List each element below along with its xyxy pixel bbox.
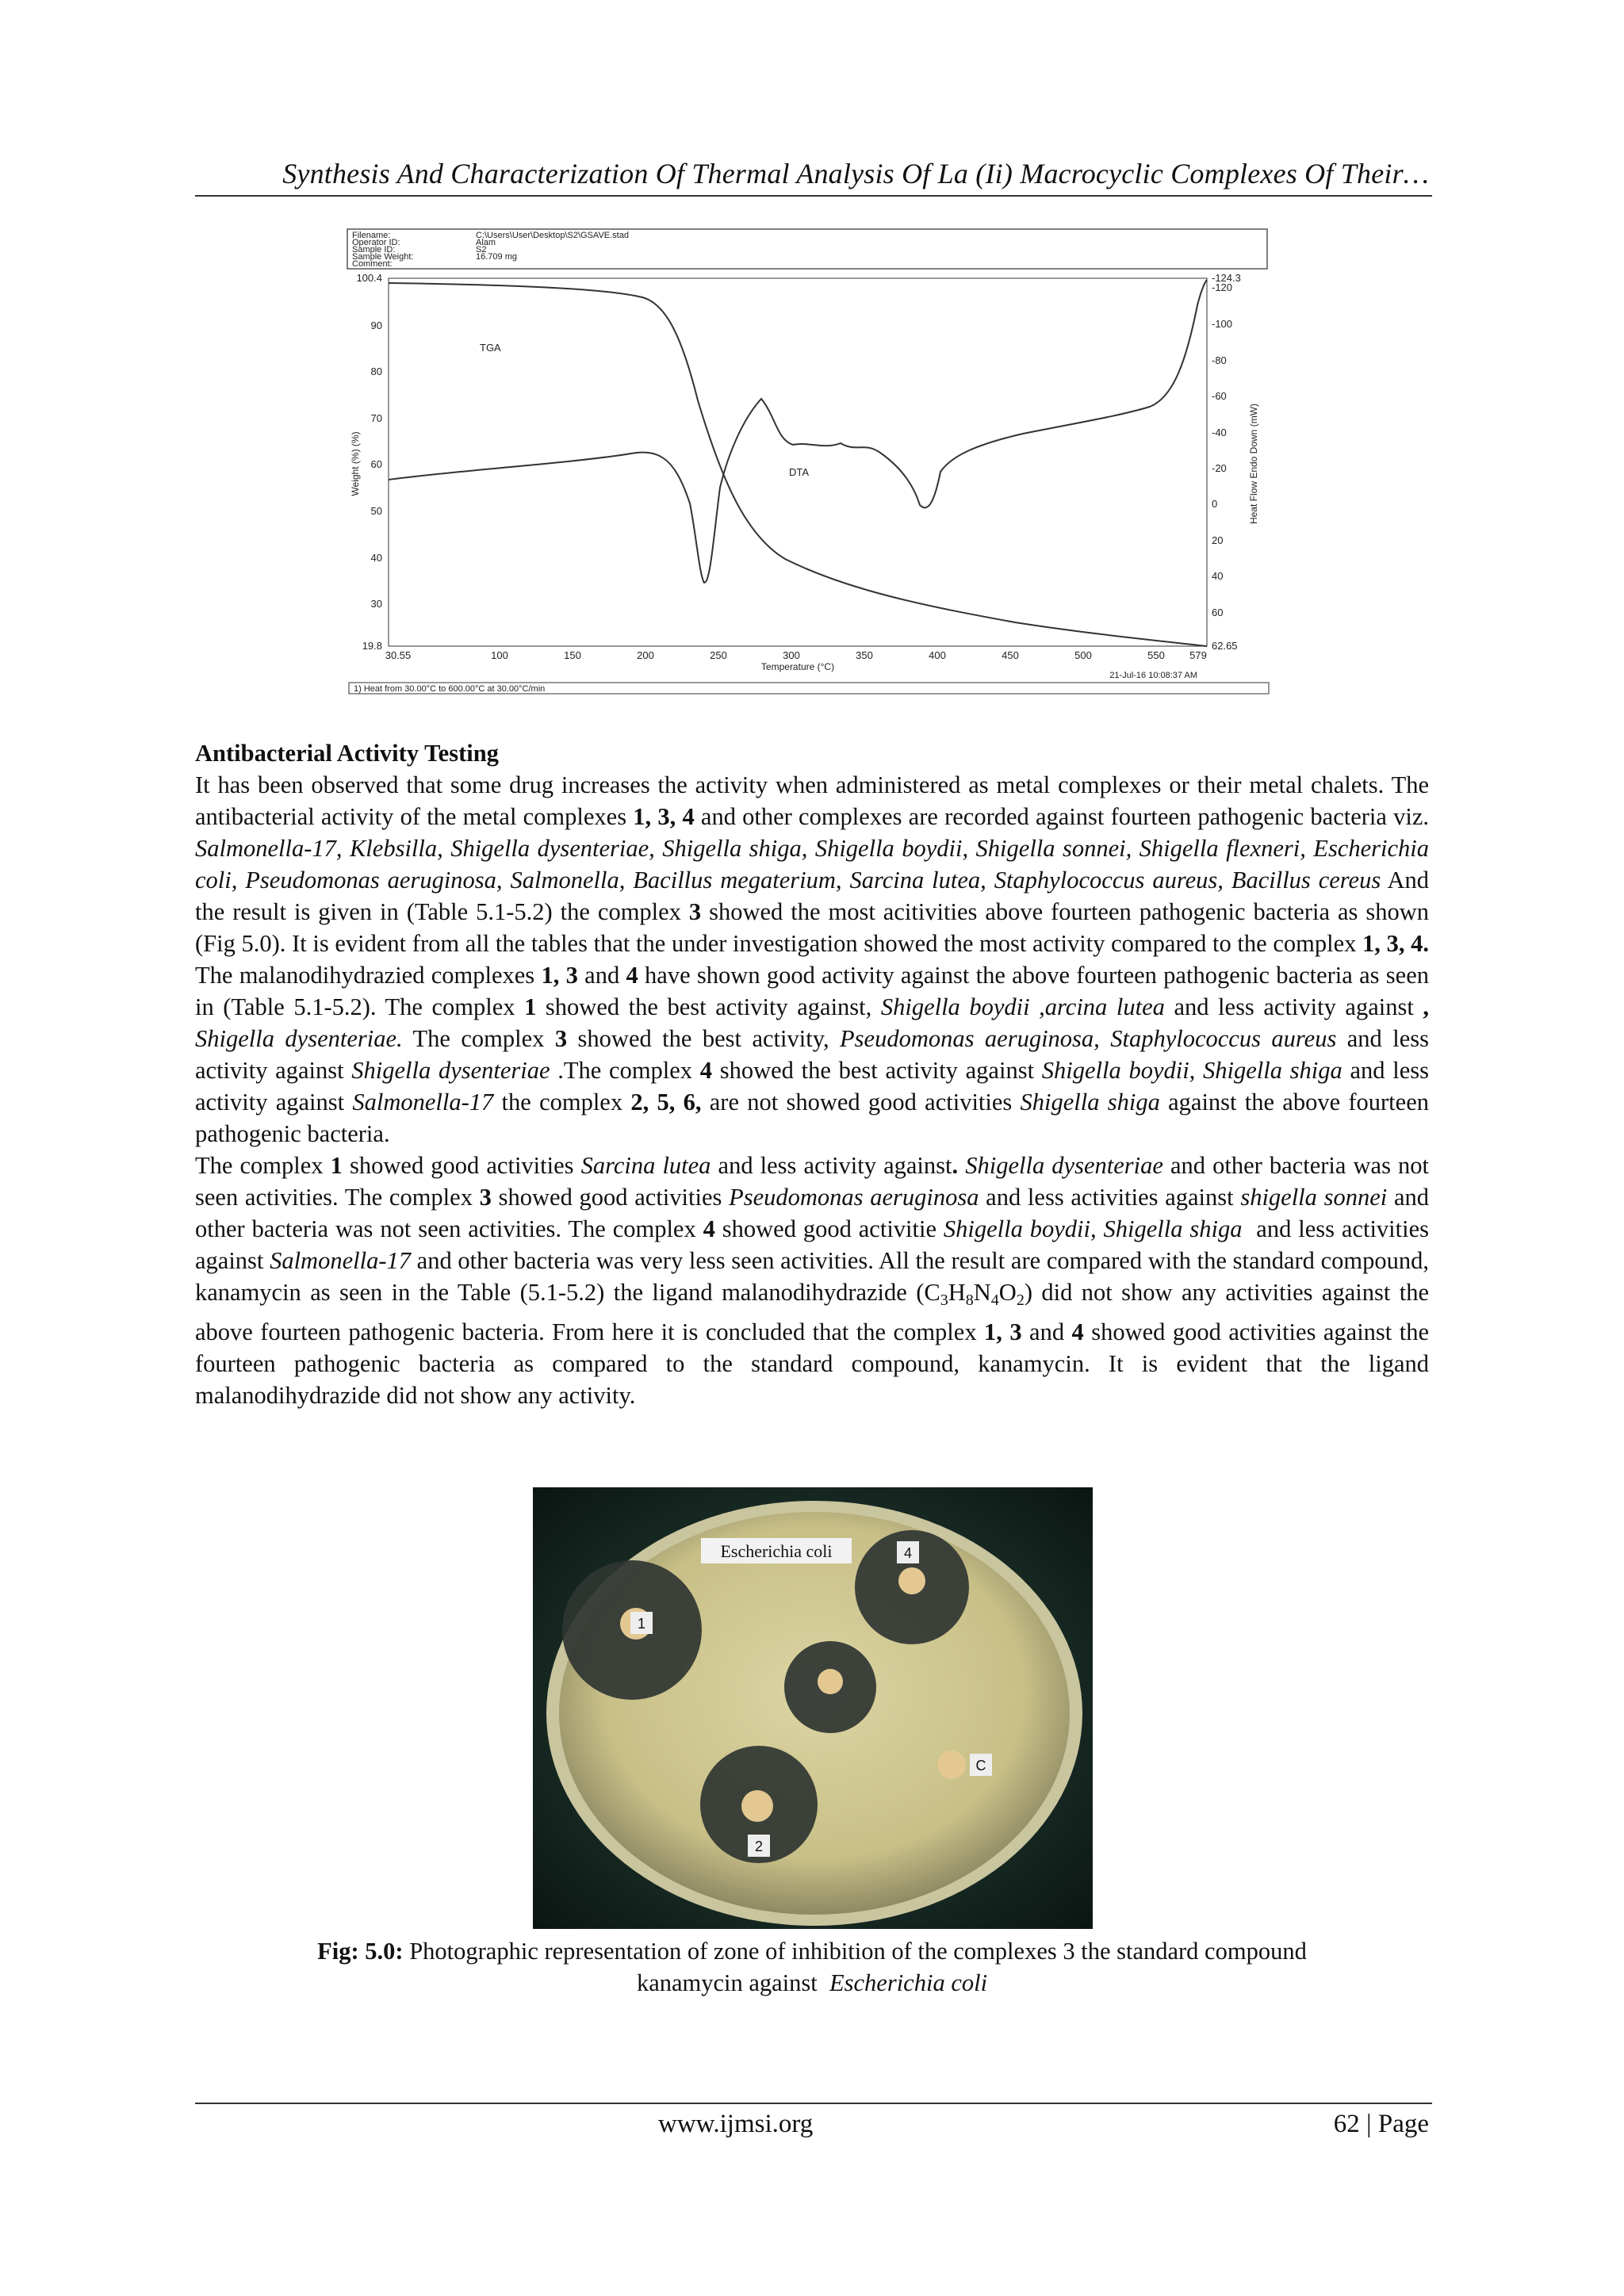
meta-label-1: Operator ID: [352,238,400,247]
body-text [195,737,1429,1411]
paragraph-1: It has been observed that some drug increases the activity when administered as metal complexes or their metal chalets. The antibacterial activity of the metal complexes 1, 3, 4 and other complexes are recorded against fourteen pathogenic bacteria viz. Salmonella-17, Klebsilla, Shigella dysenteriae, Shigella shiga, Shigella boydii, Shigella sonnei, Shigella flexneri, Escherichia coli, Pseudomonas aeruginosa, Salmonella, Bacillus megaterium, Sarcina lutea, Staphylococcus aureus, Bacillus cereus And the result is given in (Table 5.1-5.2) the complex 3 showed the most acitivities above fourteen pathogenic bacteria as shown (Fig 5.0). It is evident from all the tables that the under investigation showed the most activity compared to the complex 1, 3, 4. The malanodihydrazied complexes 1, 3 and 4 have shown good activity against the above fourteen pathogenic bacteria as seen in (Table 5.1-5.2). The complex 1 showed the best activity against, Shigella boydii ,arcina lutea and less activity against , Shigella dysenteriae. The complex 3 showed the best activity, Pseudomonas aeruginosa, Staphylococcus aureus and less activity against Shigella dysenteriae .The complex 4 showed the best activity against Shigella boydii, Shigella shiga and less activity against Salmonella-17 the complex 2, 5, 6, are not showed good activities Shigella shiga against the above fourteen pathogenic bacteria. [195,771,1430,1147]
dta-curve [389,280,1207,583]
meta-label-0: Filename: [352,231,391,240]
meta-label-2: Sample ID: [352,245,396,254]
y-right-tick: -120 [1212,281,1233,293]
header-rule [195,195,1432,197]
well-label-1: 1 [637,1616,646,1632]
x-tick: 350 [856,649,873,661]
well-4 [898,1567,925,1594]
y-right-tick: -100 [1212,318,1233,330]
tga-label: TGA [480,342,501,354]
running-head: Synthesis And Characterization Of Thermal Analysis Of La (Ii) Macrocyclic Complexes Of Their… [282,158,1429,189]
well-control [937,1751,966,1779]
meta-value-3: 16.709 mg [476,252,517,262]
meta-label-3: Sample Weight: [352,252,414,262]
y-left-tick: 50 [370,505,382,517]
x-ticks [385,649,1207,661]
figure-caption [195,1935,1429,1999]
y-right-label: Heat Flow Endo Down (mW) [1248,403,1259,525]
y-right-tick: 20 [1212,534,1224,546]
x-tick: 400 [929,649,946,661]
x-axis-label: Temperature (°C) [760,661,835,672]
x-tick: 300 [783,649,800,661]
y-right-tick: 40 [1212,570,1224,582]
x-tick: 550 [1147,649,1165,661]
caption-organism: Escherichia coli [829,1969,988,1996]
x-tick: 500 [1074,649,1092,661]
y-left-label: Weight (%) (%) [350,431,361,496]
y-right-tick: 62.65 [1212,640,1238,652]
y-left-tick: 19.8 [362,640,382,652]
x-tick: 30.55 [385,649,412,661]
y-right-tick: -40 [1212,427,1227,438]
x-tick: 100 [491,649,508,661]
y-right-tick: 60 [1212,607,1224,618]
y-left-tick: 80 [370,365,382,377]
well-label-2: 2 [754,1839,764,1854]
footer-url[interactable]: www.ijmsi.org [658,2110,814,2138]
x-tick: 250 [710,649,727,661]
y-left-tick: 60 [370,458,382,470]
dta-label: DTA [789,466,810,478]
thermogram-svg [341,218,1285,733]
paragraph-2: The complex 1 showed good activities Sarcina lutea and less activity against. Shigella dysenteriae and other bacteria was not seen activities. The complex 3 showed good activities Pseudomonas aeruginosa and less activities against shigella sonnei and other bacteria was not seen activities. The complex 4 showed good activitie Shigella boydii, Shigella shiga and less activities against Salmonella-17 and other bacteria was very less seen activities. All the result are compared with the standard compound, kanamycin as seen in the Table (5.1-5.2) the ligand malanodihydrazide $(C_3H_8N_4O_2)$ did not show any activities against the above fourteen pathogenic bacteria. From here it is concluded that the complex 1, 3 and 4 showed good activities against the fourteen pathogenic bacteria as compared to the standard compound, kanamycin. It is evident that the ligand malanodihydrazide did not show any activity. [195,1152,1430,1409]
footer-page-number: 62 | Page [1333,2110,1429,2138]
caption-line2: kanamycin against [636,1969,818,1996]
footer-rule [195,2103,1432,2104]
plot-frame [389,278,1207,646]
tga-curve [389,283,1207,646]
caption-text: Photographic representation of zone of inhibition of the complexes 3 the standard compound [409,1938,1307,1965]
x-tick: 579 [1189,649,1207,661]
y-right-tick: -20 [1212,462,1227,474]
timestamp-text: 21-Jul-16 10:08:37 AM [1109,671,1197,680]
x-tick: 200 [637,649,654,661]
x-tick: 450 [1002,649,1019,661]
well-2 [741,1790,773,1822]
y-right-tick: -80 [1212,354,1227,366]
y-right-ticks [1212,272,1241,652]
meta-label-4: Comment: [352,259,393,269]
well-label-c: C [975,1758,986,1774]
y-left-tick: 100.4 [356,272,382,284]
plate-title: Escherichia coli [720,1541,833,1561]
method-text: 1) Heat from 30.00°C to 600.00°C at 30.00°C/min [354,684,546,694]
meta-value-0: C:\Users\User\Desktop\S2\GSAVE.stad [476,231,629,240]
y-left-tick: 30 [370,598,382,610]
petri-dish-photo [533,1487,1093,1929]
petri-dish-svg [533,1487,1093,1929]
meta-value-2: S2 [476,245,487,254]
section-heading: Antibacterial Activity Testing [195,740,499,767]
caption-label: Fig: 5.0: [317,1938,404,1965]
meta-value-1: Alam [476,238,496,247]
y-right-tick: -124.3 [1212,272,1241,284]
y-left-tick: 90 [370,320,382,331]
y-right-tick: 0 [1212,498,1218,510]
y-right-tick: -60 [1212,390,1227,402]
y-left-tick: 40 [370,552,382,564]
x-tick: 150 [564,649,581,661]
y-left-tick: 70 [370,412,382,424]
well-3 [818,1669,843,1694]
well-label-4: 4 [903,1545,913,1561]
thermogram-figure [341,218,1285,733]
